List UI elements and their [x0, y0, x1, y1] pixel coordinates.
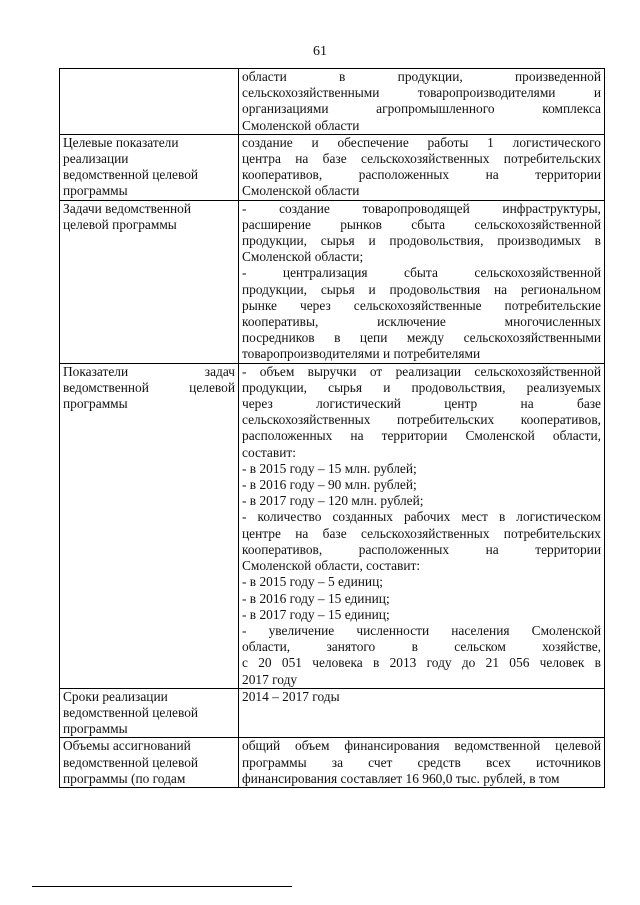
page-number: 61: [313, 44, 327, 59]
row-content-line: - в 2016 году – 15 единиц;: [242, 590, 390, 606]
row-content-cell: [239, 69, 605, 135]
row-content-line: продукции, сырья и продовольствия, производимых в: [242, 233, 601, 249]
row-content-line: 2017 году: [242, 671, 298, 687]
row-label-cell: [60, 134, 239, 200]
row-label-line: программы (по годам: [63, 770, 186, 786]
passport-table-body: [60, 69, 605, 788]
row-content-line: сельскохозяйственных потребительских кооперативов,: [242, 412, 601, 428]
row-content-line: товаропроизводителями и потребителями: [242, 346, 481, 362]
row-label-line: реализации: [63, 151, 129, 167]
row-content-line: центра на базе сельскохозяйственных потребительских: [242, 151, 601, 167]
row-content-line: финансирования составляет 16 960,0 тыс. рублей, в том: [242, 770, 560, 786]
table-row: [60, 363, 605, 688]
row-content-line: - в 2015 году – 5 единиц;: [242, 574, 383, 590]
row-label-line: Сроки реализации: [63, 688, 168, 704]
row-content-line: Смоленской области, составит:: [242, 558, 421, 574]
row-content-line: через логистический центр на базе: [242, 396, 601, 412]
row-content-cell: [239, 688, 605, 738]
row-content-line: организациями агропромышленного комплекса: [242, 101, 601, 117]
row-label-line: ведомственной целевой: [63, 704, 199, 720]
row-content-line: - объем выручки от реализации сельскохозяйственной: [242, 363, 601, 379]
row-content-line: расширение рынков сбыта сельскохозяйственной: [242, 216, 601, 232]
row-content-line: - увеличение численности населения Смоленской: [242, 622, 601, 638]
footer-divider: [32, 886, 292, 887]
row-content-line: кооперативов, расположенных на территории: [242, 167, 601, 183]
row-content-line: Смоленской области: [242, 183, 360, 199]
row-content-line: с 20 051 человека в 2013 году до 21 056 человек в: [242, 655, 601, 671]
row-content-line: расположенных на территории Смоленской области,: [242, 428, 601, 444]
row-content-line: 2014 – 2017 годы: [242, 688, 340, 704]
row-content-line: продукции, сырья и продовольствия на региональном: [242, 281, 601, 297]
table-row: [60, 200, 605, 363]
row-label-cell: [60, 200, 239, 363]
table-row: [60, 738, 605, 788]
row-label-line: ведомственной целевой: [63, 754, 199, 770]
row-label-line: программы: [63, 396, 128, 412]
table-row: [60, 69, 605, 135]
row-label-line: программы: [63, 183, 128, 199]
row-content-line: посредников в цепи между сельскохозяйственными: [242, 330, 601, 346]
row-content-line: - количество созданных рабочих мест в логистическом: [242, 509, 601, 525]
row-content-line: кооперативы, исключение многочисленных: [242, 314, 601, 330]
row-label-line: Целевые показатели: [63, 134, 179, 150]
row-label-line: ведомственной целевой: [63, 167, 199, 183]
row-content-cell: [239, 134, 605, 200]
table-row: [60, 134, 605, 200]
row-content-line: кооперативов, расположенных на территории: [242, 541, 601, 557]
row-content-line: - в 2017 году – 15 единиц;: [242, 606, 390, 622]
row-label-cell: [60, 363, 239, 688]
row-content-line: сельскохозяйственными товаропроизводителями и: [242, 85, 601, 101]
row-content-line: Смоленской области;: [242, 249, 364, 265]
row-content-line: программы за счет средств всех источников: [242, 754, 601, 770]
row-content-cell: [239, 200, 605, 363]
table-row: [60, 688, 605, 738]
row-label-line: программы: [63, 721, 128, 737]
row-content-line: центре на базе сельскохозяйственных потребительских: [242, 525, 601, 541]
row-content-line: - создание товаропроводящей инфраструктуры,: [242, 200, 601, 216]
row-content-line: - в 2017 году – 120 млн. рублей;: [242, 493, 424, 509]
row-content-line: области в продукции, произведенной: [242, 69, 601, 84]
row-label-cell: [60, 69, 239, 135]
row-content-line: области, занятого в сельском хозяйстве,: [242, 639, 601, 655]
row-content-line: - в 2016 году – 90 млн. рублей;: [242, 477, 417, 493]
row-label-line: целевой программы: [63, 216, 177, 232]
row-content-line: создание и обеспечение работы 1 логистического: [242, 134, 601, 150]
row-content-line: Смоленской области: [242, 117, 360, 133]
row-label-cell: [60, 688, 239, 738]
row-content-line: - в 2015 году – 15 млн. рублей;: [242, 460, 417, 476]
row-content-cell: [239, 363, 605, 688]
row-label-line: Задачи ведомственной: [63, 200, 192, 216]
row-content-line: - централизация сбыта сельскохозяйственной: [242, 265, 601, 281]
row-content-line: составит:: [242, 444, 296, 460]
row-content-line: общий объем финансирования ведомственной целевой: [242, 738, 601, 754]
row-label-line: Объемы ассигнований: [63, 738, 191, 754]
row-label-cell: [60, 738, 239, 788]
row-content-line: рынке через сельскохозяйственные потребительские: [242, 297, 601, 313]
row-label-line: Показатели задач: [63, 363, 235, 379]
row-content-cell: [239, 738, 605, 788]
row-label-line: ведомственной целевой: [63, 379, 235, 395]
passport-table: [59, 68, 605, 788]
row-content-line: продукции, сырья и продовольствия, реализуемых: [242, 379, 601, 395]
